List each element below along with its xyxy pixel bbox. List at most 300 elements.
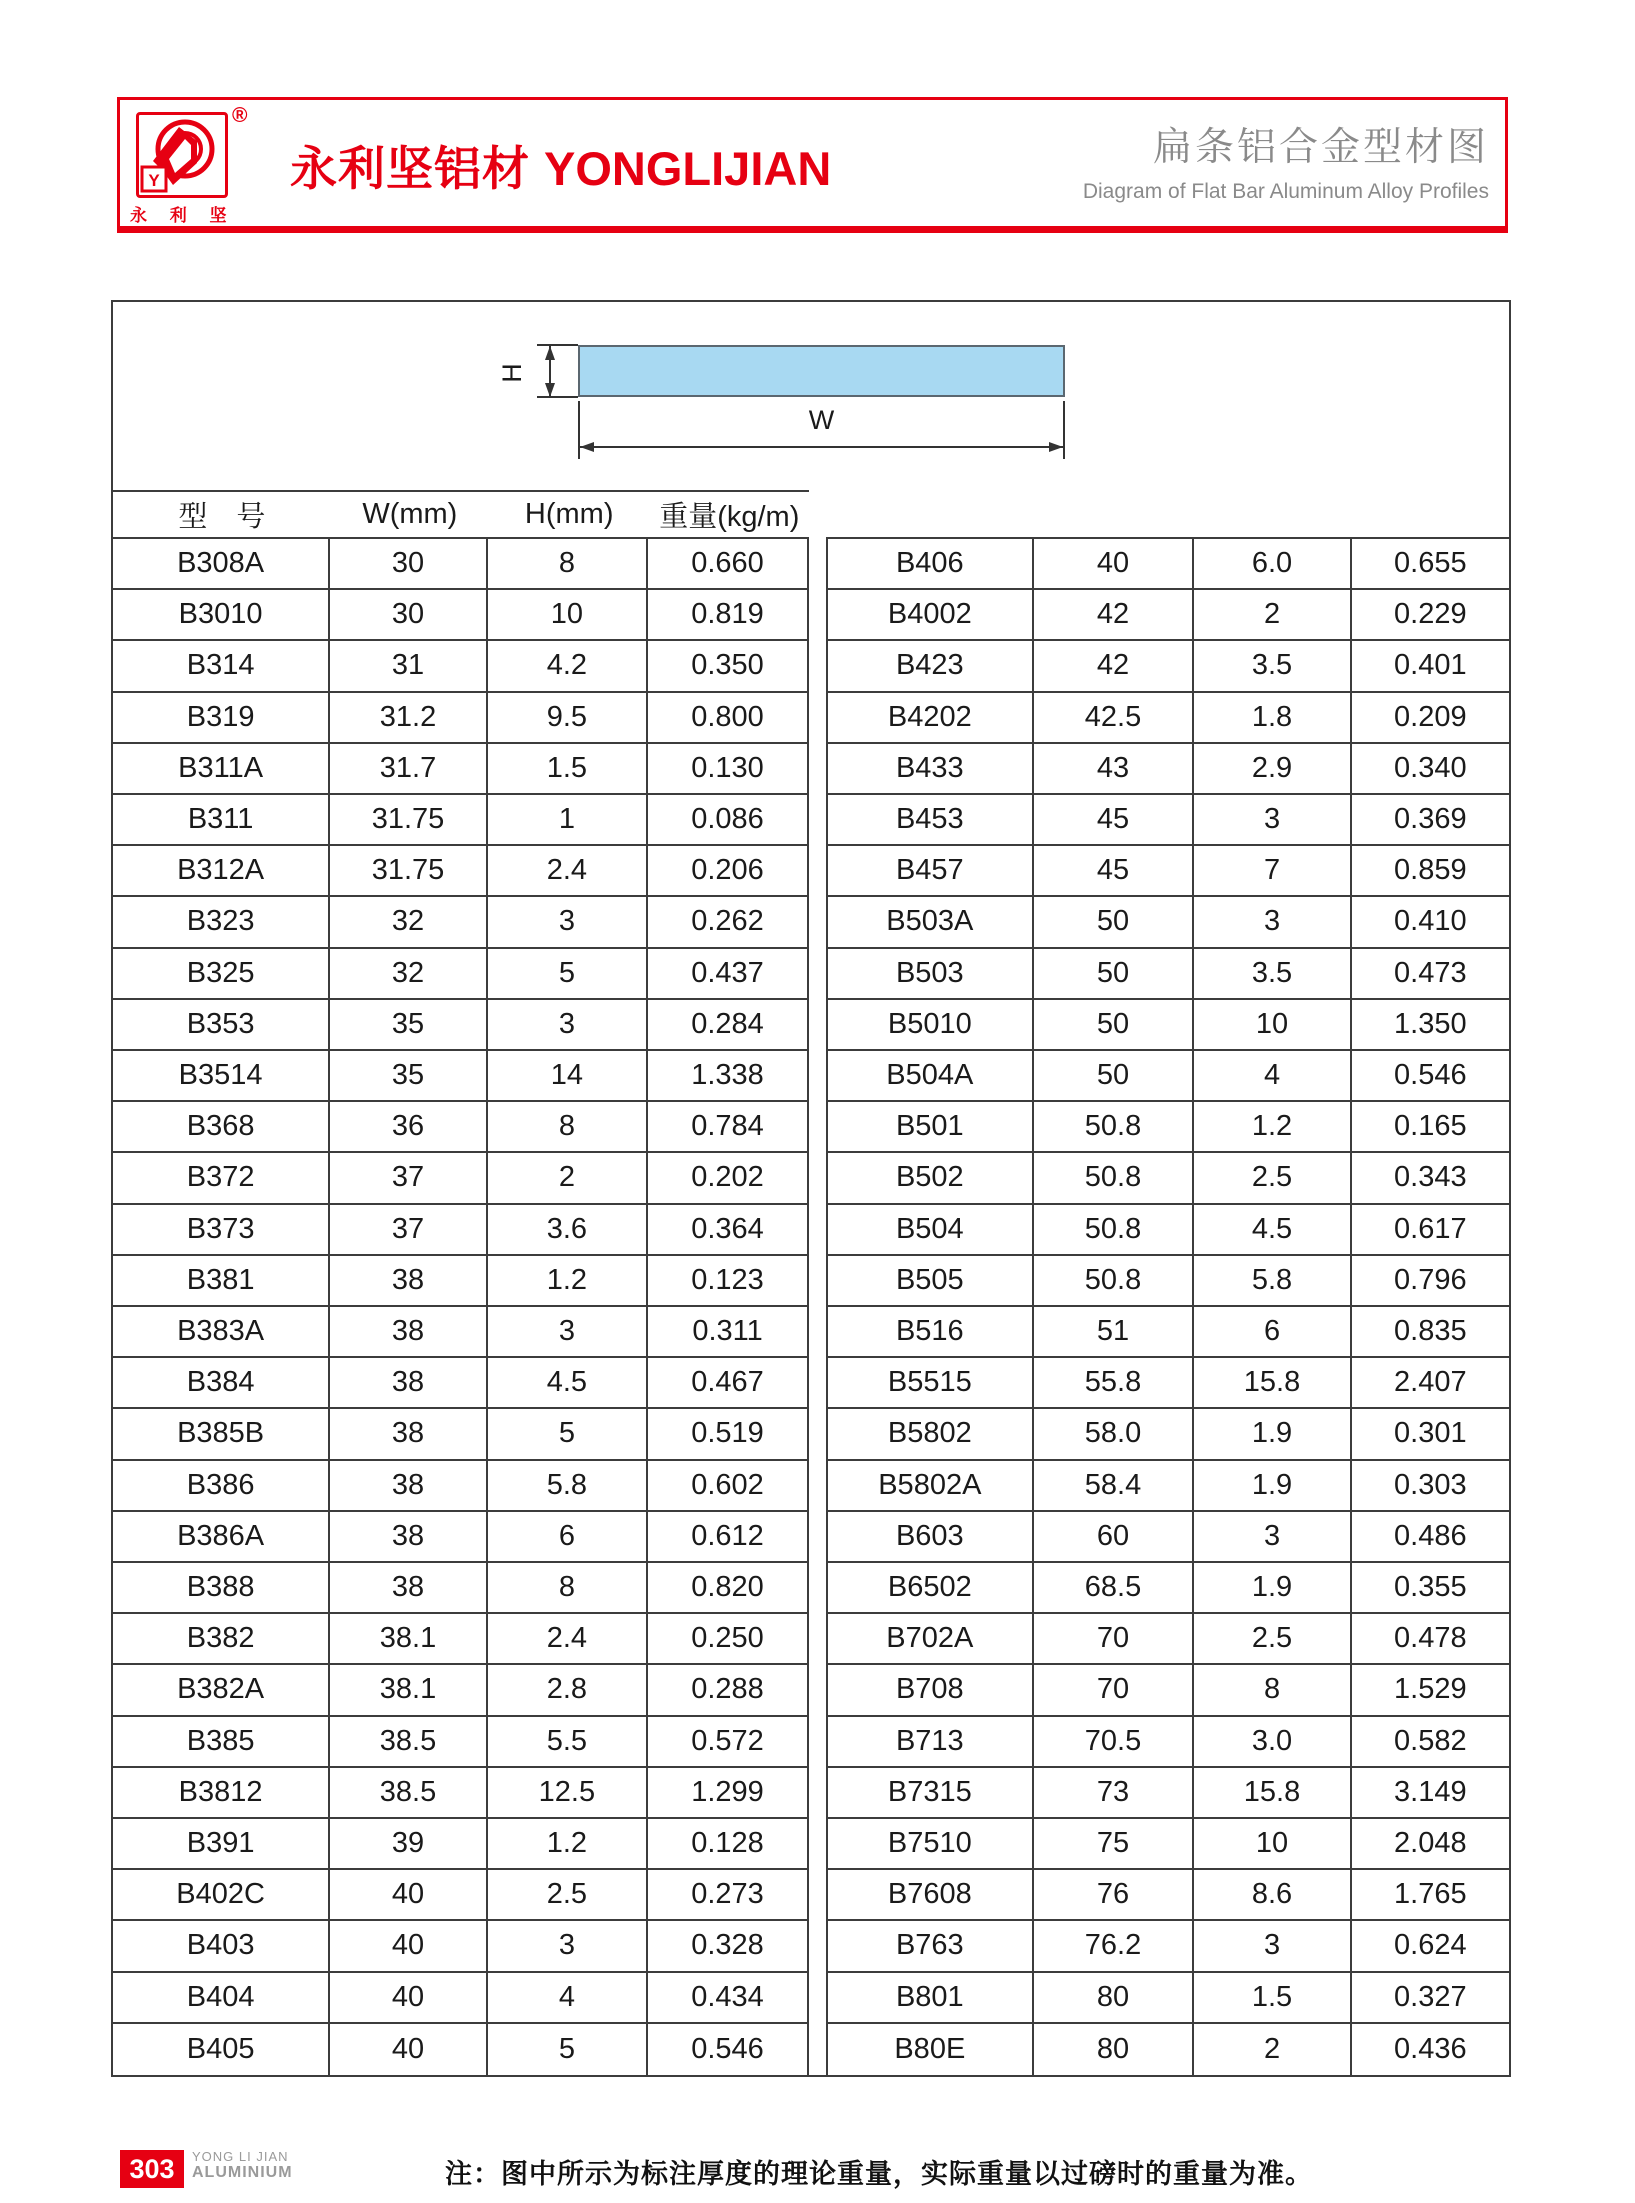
table-cell: 35 — [330, 1000, 488, 1049]
table-cell: 37 — [330, 1205, 488, 1254]
company-name-cn: 永利坚铝材 — [290, 142, 530, 195]
table-cell: B368 — [113, 1102, 330, 1151]
table-cell: 36 — [330, 1102, 488, 1151]
table-row — [828, 1051, 1509, 1102]
table-cell: 4.2 — [488, 641, 648, 690]
table-row — [113, 1461, 807, 1512]
table-cell: 10 — [488, 590, 648, 639]
content-box — [111, 300, 1511, 2077]
table-cell: B501 — [828, 1102, 1034, 1151]
table-cell: B353 — [113, 1000, 330, 1049]
table-cell: 38 — [330, 1307, 488, 1356]
table-cell: 40 — [330, 2024, 488, 2075]
page-title-block — [1083, 116, 1489, 204]
table-row — [828, 1000, 1509, 1051]
table-row — [828, 1768, 1509, 1819]
table-cell: 38.5 — [330, 1768, 488, 1817]
table-cell: 5.8 — [488, 1461, 648, 1510]
table-cell: 70 — [1034, 1614, 1195, 1663]
table-row — [113, 1358, 807, 1409]
table-cell: B6502 — [828, 1563, 1034, 1612]
table-cell: B504A — [828, 1051, 1034, 1100]
table-cell: B381 — [113, 1256, 330, 1305]
table-row — [828, 1819, 1509, 1870]
table-cell: 1.2 — [488, 1256, 648, 1305]
table-cell: B516 — [828, 1307, 1034, 1356]
company-name-en: YONGLIJIAN — [544, 142, 832, 195]
table-cell: B603 — [828, 1512, 1034, 1561]
h-label: H — [497, 363, 527, 383]
table-cell: B5010 — [828, 1000, 1034, 1049]
table-cell: B4002 — [828, 590, 1034, 639]
table-cell: 0.355 — [1394, 1571, 1467, 1604]
table-cell: 5 — [488, 2024, 648, 2075]
page-title-en: Diagram of Flat Bar Aluminum Alloy Profiles — [1082, 180, 1489, 203]
table-cell: 0.288 — [691, 1673, 764, 1706]
table-cell: 1 — [488, 795, 648, 844]
table-cell: 58.0 — [1034, 1409, 1195, 1458]
registered-mark-icon: ® — [232, 104, 248, 127]
table-cell: 0.165 — [1394, 1110, 1467, 1143]
table-cell: 0.467 — [691, 1366, 764, 1399]
table-cell: 50.8 — [1034, 1102, 1195, 1151]
table-row — [828, 1563, 1509, 1614]
table-cell: 0.436 — [1394, 2032, 1467, 2065]
table-row — [828, 539, 1509, 590]
table-cell: 42 — [1034, 641, 1195, 690]
table-cell: 75 — [1034, 1819, 1195, 1868]
table-cell: 0.202 — [691, 1161, 764, 1194]
table-cell: 3 — [488, 1921, 648, 1970]
table-row — [828, 846, 1509, 897]
h-dim-arrow-down-icon — [545, 383, 555, 397]
table-cell: 0.835 — [1394, 1315, 1467, 1348]
table-row — [113, 1819, 807, 1870]
table-cell: 50 — [1034, 949, 1195, 998]
table-cell: 38 — [330, 1256, 488, 1305]
table-cell: 2.9 — [1194, 744, 1351, 793]
table-cell: 40 — [330, 1870, 488, 1919]
table-cell: B7510 — [828, 1819, 1034, 1868]
header-cell-height: H(mm) — [524, 498, 614, 530]
table-row — [113, 897, 807, 948]
table-cell: 0.859 — [1394, 854, 1467, 887]
table-cell: 31.7 — [330, 744, 488, 793]
table-cell: 3 — [488, 1307, 648, 1356]
table-cell: 0.401 — [1394, 649, 1467, 682]
table-cell: 8 — [488, 1563, 648, 1612]
table-cell: 0.301 — [1394, 1417, 1467, 1450]
table-cell: 9.5 — [488, 693, 648, 742]
table-cell: B308A — [113, 539, 330, 588]
table-cell: 0.617 — [1394, 1212, 1467, 1245]
table-cell: 0.582 — [1394, 1724, 1467, 1757]
table-cell: 0.369 — [1394, 803, 1467, 836]
table-cell: B403 — [113, 1921, 330, 1970]
table-cell: 0.800 — [691, 700, 764, 733]
table-cell: 1.9 — [1194, 1409, 1351, 1458]
table-row — [113, 1665, 807, 1716]
table-cell: 0.340 — [1394, 751, 1467, 784]
table-cell: 0.262 — [691, 905, 764, 938]
table-cell: 31.75 — [330, 795, 488, 844]
table-row — [828, 1461, 1509, 1512]
right-table — [826, 537, 1509, 2075]
w-dim-arrow-right-icon — [1049, 442, 1063, 452]
table-cell: 0.311 — [692, 1315, 763, 1348]
table-row — [113, 1153, 807, 1204]
table-cell: 1.5 — [1194, 1973, 1351, 2022]
table-cell: 14 — [488, 1051, 648, 1100]
table-cell: 0.086 — [691, 803, 764, 836]
table-cell: 0.796 — [1394, 1263, 1467, 1296]
table-cell: 0.655 — [1394, 547, 1467, 580]
table-header-row — [113, 490, 809, 537]
table-cell: 50 — [1034, 897, 1195, 946]
table-row — [828, 590, 1509, 641]
table-cell: 2.4 — [488, 1614, 648, 1663]
table-cell: B406 — [828, 539, 1034, 588]
table-row — [113, 693, 807, 744]
table-cell: 50 — [1034, 1000, 1195, 1049]
table-cell: 42 — [1034, 590, 1195, 639]
brand-line1: YONG LI JIAN — [192, 2149, 289, 2164]
table-cell: 0.327 — [1394, 1980, 1467, 2013]
table-row — [113, 846, 807, 897]
table-cell: 3 — [1194, 1512, 1351, 1561]
table-cell: 0.819 — [691, 598, 764, 631]
table-cell: 0.660 — [691, 547, 764, 580]
table-cell: 39 — [330, 1819, 488, 1868]
table-cell: B504 — [828, 1205, 1034, 1254]
header-cell-width: W(mm) — [362, 498, 458, 530]
table-cell: 3.5 — [1194, 641, 1351, 690]
table-cell: 70 — [1034, 1665, 1195, 1714]
table-cell: 0.364 — [691, 1212, 764, 1245]
table-cell: 31.2 — [330, 693, 488, 742]
table-row — [828, 1614, 1509, 1665]
table-cell: 73 — [1034, 1768, 1195, 1817]
table-row — [113, 1768, 807, 1819]
table-cell: 4.5 — [488, 1358, 648, 1407]
table-cell: 5 — [488, 949, 648, 998]
table-cell: 32 — [330, 897, 488, 946]
logo-caption: 永 利 坚 — [130, 206, 236, 225]
table-cell: 38 — [330, 1512, 488, 1561]
table-row — [113, 949, 807, 1000]
table-cell: 0.612 — [691, 1519, 764, 1552]
table-cell: 5.5 — [488, 1717, 648, 1766]
table-cell: 2.5 — [1194, 1153, 1351, 1202]
table-cell: 55.8 — [1034, 1358, 1195, 1407]
table-row — [828, 949, 1509, 1000]
table-row — [828, 1358, 1509, 1409]
table-cell: B383A — [113, 1307, 330, 1356]
table-row — [113, 1307, 807, 1358]
table-cell: B385 — [113, 1717, 330, 1766]
table-row — [113, 1000, 807, 1051]
footer-note: 注：图中所示为标注厚度的理论重量，实际重量以过磅时的重量为准。 — [445, 2159, 1313, 2189]
table-cell: B80E — [828, 2024, 1034, 2075]
table-cell: 2.5 — [1194, 1614, 1351, 1663]
table-cell: 1.765 — [1394, 1878, 1467, 1911]
table-row — [828, 1665, 1509, 1716]
table-cell: B503A — [828, 897, 1034, 946]
table-row — [828, 1307, 1509, 1358]
table-cell: 50.8 — [1034, 1153, 1195, 1202]
table-cell: B4202 — [828, 693, 1034, 742]
table-cell: 38 — [330, 1409, 488, 1458]
table-cell: 7 — [1194, 846, 1351, 895]
table-cell: B391 — [113, 1819, 330, 1868]
table-cell: 40 — [330, 1921, 488, 1970]
table-row — [828, 1102, 1509, 1153]
table-cell: 3 — [488, 1000, 648, 1049]
table-cell: 0.486 — [1394, 1519, 1467, 1552]
h-dim-tick-bottom — [537, 396, 578, 398]
table-cell: 0.473 — [1394, 956, 1467, 989]
table-cell: B404 — [113, 1973, 330, 2022]
header-cell-model: 型 号 — [178, 501, 266, 533]
table-cell: 3.5 — [1194, 949, 1351, 998]
table-cell: 35 — [330, 1051, 488, 1100]
table-cell: 51 — [1034, 1307, 1195, 1356]
table-row — [828, 1973, 1509, 2024]
table-cell: B423 — [828, 641, 1034, 690]
table-cell: 0.128 — [691, 1827, 764, 1860]
table-cell: 40 — [330, 1973, 488, 2022]
table-cell: B372 — [113, 1153, 330, 1202]
w-dim-line — [580, 446, 1063, 448]
table-row — [113, 1205, 807, 1256]
table-cell: 0.546 — [1394, 1059, 1467, 1092]
table-cell: 8 — [488, 539, 648, 588]
table-row — [113, 2024, 807, 2075]
table-cell: 0.123 — [691, 1263, 764, 1296]
header — [117, 97, 1508, 233]
left-table — [113, 537, 809, 2075]
table-cell: B311A — [113, 744, 330, 793]
table-cell: B503 — [828, 949, 1034, 998]
table-cell: B5802 — [828, 1409, 1034, 1458]
table-cell: B5515 — [828, 1358, 1034, 1407]
table-cell: B5802A — [828, 1461, 1034, 1510]
table-cell: 1.299 — [691, 1775, 764, 1808]
logo-letter: Y — [148, 171, 160, 190]
table-cell: 0.784 — [691, 1110, 764, 1143]
table-cell: 43 — [1034, 744, 1195, 793]
table-cell: 0.624 — [1394, 1929, 1467, 1962]
table-cell: 0.519 — [691, 1417, 764, 1450]
table-cell: 0.209 — [1394, 700, 1467, 733]
table-cell: B385B — [113, 1409, 330, 1458]
table-cell: 3 — [1194, 897, 1351, 946]
table-cell: B384 — [113, 1358, 330, 1407]
table-row — [828, 1409, 1509, 1460]
table-cell: 60 — [1034, 1512, 1195, 1561]
table-cell: B325 — [113, 949, 330, 998]
table-cell: B702A — [828, 1614, 1034, 1663]
table-cell: 0.303 — [1394, 1468, 1467, 1501]
table-row — [828, 693, 1509, 744]
table-cell: 0.437 — [691, 956, 764, 989]
table-cell: 0.229 — [1394, 598, 1467, 631]
table-cell: 0.130 — [691, 751, 764, 784]
table-cell: 31 — [330, 641, 488, 690]
table-cell: 0.343 — [1394, 1161, 1467, 1194]
table-cell: B502 — [828, 1153, 1034, 1202]
table-cell: 32 — [330, 949, 488, 998]
table-cell: 76 — [1034, 1870, 1195, 1919]
table-cell: B433 — [828, 744, 1034, 793]
header-cell-weight: 重量(kg/m) — [659, 501, 800, 533]
table-cell: 0.434 — [691, 1980, 764, 2013]
table-cell: 38 — [330, 1358, 488, 1407]
table-cell: 1.529 — [1394, 1673, 1467, 1706]
table-cell: B386 — [113, 1461, 330, 1510]
table-cell: 50.8 — [1034, 1205, 1195, 1254]
table-cell: 8 — [1194, 1665, 1351, 1714]
table-cell: 58.4 — [1034, 1461, 1195, 1510]
table-cell: 6 — [1194, 1307, 1351, 1356]
table-row — [113, 1409, 807, 1460]
table-cell: 4 — [1194, 1051, 1351, 1100]
table-cell: 2 — [1194, 590, 1351, 639]
table-cell: B323 — [113, 897, 330, 946]
table-cell: B386A — [113, 1512, 330, 1561]
table-cell: B311 — [113, 795, 330, 844]
table-cell: 15.8 — [1194, 1768, 1351, 1817]
table-cell: 2.8 — [488, 1665, 648, 1714]
table-cell: 70.5 — [1034, 1717, 1195, 1766]
table-row — [113, 539, 807, 590]
table-row — [828, 795, 1509, 846]
table-cell: 3.6 — [488, 1205, 648, 1254]
table-cell: B505 — [828, 1256, 1034, 1305]
table-cell: 38.1 — [330, 1614, 488, 1663]
table-cell: 45 — [1034, 795, 1195, 844]
table-row — [828, 897, 1509, 948]
table-cell: 5.8 — [1194, 1256, 1351, 1305]
table-row — [828, 1205, 1509, 1256]
table-cell: 1.2 — [1194, 1102, 1351, 1151]
table-row — [113, 795, 807, 846]
table-cell: 0.250 — [691, 1622, 764, 1655]
table-cell: 5 — [488, 1409, 648, 1458]
table-row — [113, 1717, 807, 1768]
table-row — [113, 1614, 807, 1665]
table-row — [113, 744, 807, 795]
table-cell: B3010 — [113, 590, 330, 639]
table-cell: B453 — [828, 795, 1034, 844]
table-row — [828, 641, 1509, 692]
table-row — [828, 1256, 1509, 1307]
table-cell: 6.0 — [1194, 539, 1351, 588]
table-cell: 0.206 — [691, 854, 764, 887]
table-row — [113, 1102, 807, 1153]
table-cell: 2.5 — [488, 1870, 648, 1919]
table-cell: 31.75 — [330, 846, 488, 895]
table-cell: B382A — [113, 1665, 330, 1714]
company-name — [290, 132, 831, 199]
table-cell: 42.5 — [1034, 693, 1195, 742]
table-cell: B405 — [113, 2024, 330, 2075]
table-row — [113, 1256, 807, 1307]
w-label: W — [808, 405, 835, 435]
flat-bar-profile-shape — [578, 345, 1065, 397]
table-cell: 3 — [1194, 1921, 1351, 1970]
table-cell: 3 — [1194, 795, 1351, 844]
table-row — [113, 1973, 807, 2024]
table-cell: 0.602 — [691, 1468, 764, 1501]
table-cell: 45 — [1034, 846, 1195, 895]
table-row — [113, 1051, 807, 1102]
table-cell: 30 — [330, 590, 488, 639]
table-cell: B708 — [828, 1665, 1034, 1714]
table-cell: 50 — [1034, 1051, 1195, 1100]
table-cell: B3514 — [113, 1051, 330, 1100]
table-row — [113, 1921, 807, 1972]
table-cell: 37 — [330, 1153, 488, 1202]
table-cell: 1.5 — [488, 744, 648, 793]
table-cell: 0.478 — [1394, 1622, 1467, 1655]
table-cell: 12.5 — [488, 1768, 648, 1817]
table-cell: B319 — [113, 693, 330, 742]
table-cell: B373 — [113, 1205, 330, 1254]
table-row — [828, 1512, 1509, 1563]
table-cell: 6 — [488, 1512, 648, 1561]
h-dim-arrow-up-icon — [545, 346, 555, 360]
company-logo — [136, 112, 228, 198]
table-row — [113, 590, 807, 641]
table-cell: 0.328 — [691, 1929, 764, 1962]
table-cell: 0.350 — [691, 649, 764, 682]
h-dim-tick-top — [537, 344, 578, 346]
table-cell: 4.5 — [1194, 1205, 1351, 1254]
table-cell: 2 — [488, 1153, 648, 1202]
table-cell: 8 — [488, 1102, 648, 1151]
table-cell: B801 — [828, 1973, 1034, 2022]
table-cell: 15.8 — [1194, 1358, 1351, 1407]
table-cell: B7608 — [828, 1870, 1034, 1919]
table-cell: 38.1 — [330, 1665, 488, 1714]
table-cell: 1.2 — [488, 1819, 648, 1868]
table-row — [113, 1512, 807, 1563]
table-cell: 8.6 — [1194, 1870, 1351, 1919]
table-cell: 1.9 — [1194, 1563, 1351, 1612]
table-cell: 38.5 — [330, 1717, 488, 1766]
table-cell: 1.350 — [1394, 1007, 1467, 1040]
table-cell: B402C — [113, 1870, 330, 1919]
table-cell: 1.9 — [1194, 1461, 1351, 1510]
table-cell: 3.0 — [1194, 1717, 1351, 1766]
table-cell: B7315 — [828, 1768, 1034, 1817]
table-cell: 1.8 — [1194, 693, 1351, 742]
table-cell: 68.5 — [1034, 1563, 1195, 1612]
table-cell: 80 — [1034, 1973, 1195, 2022]
table-cell: B3812 — [113, 1768, 330, 1817]
table-cell: B382 — [113, 1614, 330, 1663]
table-cell: 0.284 — [691, 1007, 764, 1040]
table-row — [828, 1870, 1509, 1921]
table-cell: 50.8 — [1034, 1256, 1195, 1305]
table-cell: B388 — [113, 1563, 330, 1612]
table-row — [113, 1870, 807, 1921]
table-cell: B314 — [113, 641, 330, 690]
table-cell: 0.820 — [691, 1571, 764, 1604]
table-cell: 10 — [1194, 1819, 1351, 1868]
table-cell: 0.273 — [691, 1878, 764, 1911]
